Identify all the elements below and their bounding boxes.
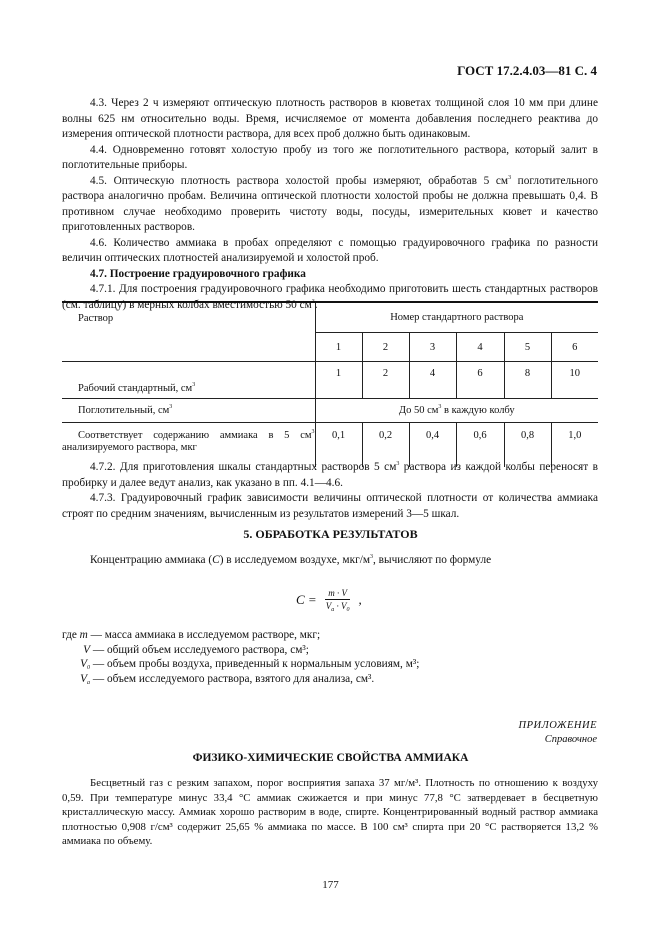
symbol-text: V	[80, 672, 87, 685]
symbol-text: V	[80, 658, 87, 670]
row-label	[62, 362, 315, 399]
appendix-label: ПРИЛОЖЕНИЕ	[518, 720, 597, 731]
variable-definition	[62, 643, 419, 658]
subscript: a	[87, 679, 90, 686]
table-cell: 0,1	[315, 423, 362, 468]
table-cell: 6	[456, 362, 504, 399]
header-standard-number: Номер стандартного раствора	[315, 302, 598, 333]
variable-symbol: m	[79, 629, 88, 641]
header-number: 4	[456, 333, 504, 362]
appendix-paragraph: Бесцветный газ с резким запахом, порог восприятия запаха 37 мг/м³. Плотность по отношению к воздуху 0,59. При температуре минус 33,4 °С аммиак сжижается и при минус 77,8 °С затвердевает в бесцветную кристаллическую массу. Аммиак хорошо растворим в воде, спирте. Концентрированный водный раствор аммиака плотностью 0,908 г/см³ содержит 25,65 % аммиака по массе. В 100 см³ спирта при 20 °С растворяется 13,2 % аммиака по объему.	[62, 777, 598, 847]
header-solution: Раствор	[62, 302, 315, 362]
paragraph-4-5-part-b: поглотительного раствора аналогично пробам. Величина оптической плотности холостой пробы не должна превышать 0,4. В противном случае необходимо проверить чистоту воды, посуды, измерительных кювет и качество приготовленных растворов.	[62, 174, 598, 233]
paragraph-4-7-3: 4.7.3. Градуировочный график зависимости величины оптической плотности от количества аммиака строят по средним значениям, вычисленным из результатов измерений 3—5 шкал.	[62, 492, 598, 520]
table-cell-merged	[315, 399, 598, 423]
table-cell: 2	[362, 362, 409, 399]
header-number: 3	[409, 333, 456, 362]
row-label	[62, 399, 315, 423]
standard-solutions-table	[62, 298, 598, 467]
table-cell: 4	[409, 362, 456, 399]
intro-symbol: C	[212, 554, 220, 566]
row-label-text: Соответствует содержанию аммиака в 5 см	[78, 430, 312, 441]
paragraph-4-5-part-a: 4.5. Оптическую плотность раствора холостой пробы измеряют, обработав 5 см	[90, 174, 509, 187]
table-cell: 0,2	[362, 423, 409, 468]
subscript: 0	[87, 665, 90, 671]
superscript: 3	[192, 382, 196, 388]
table-cell: 0,4	[409, 423, 456, 468]
table-cell: 1,0	[551, 423, 598, 468]
formula-fraction	[323, 588, 353, 611]
concentration-formula	[296, 588, 362, 611]
superscript: 3	[370, 554, 373, 560]
heading-4-7: 4.7. Построение градуировочного графика	[90, 267, 306, 280]
den-v0: · V	[334, 601, 347, 611]
paragraph-4-7-2-part-b: раствора из каждой колбы переносят в пробирку и далее ведут анализ, как указано в пп. 4.1—4.6.	[62, 461, 598, 489]
table-cell: 10	[551, 362, 598, 399]
merged-text-b: в каждую колбу	[441, 405, 515, 416]
appendix-body	[62, 776, 598, 849]
superscript: 3	[311, 429, 315, 435]
variable-description: — объем пробы воздуха, приведенный к нормальным условиям, м³;	[90, 658, 420, 670]
table-cell: 1	[315, 362, 362, 399]
section-5-title: 5. ОБРАБОТКА РЕЗУЛЬТАТОВ	[243, 527, 418, 541]
row-label-text-b: анализируемого раствора, мкг	[62, 442, 197, 453]
variable-description: — масса аммиака в исследуемом растворе, мкг;	[87, 629, 321, 641]
where-prefix: где	[62, 629, 80, 641]
variable-symbol	[62, 643, 90, 658]
den-va: V	[325, 601, 332, 611]
subscript: a	[331, 607, 335, 613]
variable-symbol	[62, 672, 90, 687]
table-cell: 0,8	[504, 423, 551, 468]
header-number: 1	[315, 333, 362, 362]
table-row	[62, 399, 598, 423]
variable-description: — объем исследуемого раствора, взятого для анализа, см³.	[90, 672, 375, 685]
formula-denominator	[323, 600, 353, 611]
paragraph-4-7-2-part-a: 4.7.2. Для приготовления шкалы стандартных растворов 5 см	[90, 461, 397, 473]
intro-part-b: ) в исследуемом воздухе, мкг/м	[219, 554, 370, 566]
intro-part-a: Концентрацию аммиака (	[90, 554, 213, 566]
superscript: 3	[311, 298, 315, 305]
paragraph-4-7-1-part-a: 4.7.1. Для построения градуировочного графика необходимо приготовить шесть стандартных растворов (см. таблицу) в мерных колбах вместимостью 50 см	[62, 283, 598, 311]
paragraph-4-7-1-part-b: .	[314, 298, 318, 311]
superscript: 3	[169, 404, 173, 410]
table-cell: 8	[504, 362, 551, 399]
table-header-row	[62, 302, 598, 333]
appendix-label-block	[519, 719, 598, 747]
body-text-section-4-7	[62, 460, 598, 522]
subscript: 0	[346, 607, 350, 613]
paragraph-4-6: 4.6. Количество аммиака в пробах определяют с помощью градуировочного графика по разности величин оптических плотностей анализируемой и холостой проб.	[62, 236, 598, 264]
page-number: 177	[322, 879, 339, 891]
intro-part-c: , вычисляют по формуле	[373, 554, 492, 566]
superscript: 3	[438, 404, 442, 410]
merged-text-a: До 50 см	[398, 405, 439, 416]
variable-definition	[62, 672, 419, 687]
formula-tail: ,	[358, 591, 362, 607]
paragraph-4-4: 4.4. Одновременно готовят холостую пробу из того же поглотительного раствора, который залит в поглотительные приборы.	[62, 143, 598, 171]
paragraph-4-3: 4.3. Через 2 ч измеряют оптическую плотность растворов в кюветах толщиной слоя 10 мм при длине волны 625 нм относительно воды. Время, исчисляемое от момента добавления последнего реактива до измерения оптической плотности раствора, для всех проб должно быть одинаковым.	[62, 97, 598, 140]
formula-lhs: C =	[296, 591, 317, 607]
appendix-title: ФИЗИКО-ХИМИЧЕСКИЕ СВОЙСТВА АММИАКА	[192, 752, 469, 764]
superscript: 3	[396, 461, 400, 467]
paragraph-4-5	[62, 174, 598, 236]
header-number: 6	[572, 341, 578, 353]
row-label-text: Поглотительный, см	[78, 405, 170, 416]
formula-variable-definitions	[62, 628, 419, 686]
symbol-text: V	[83, 643, 90, 656]
formula-numerator: m · V	[325, 588, 350, 600]
appendix-type: Справочное	[544, 734, 597, 745]
variable-description: — общий объем исследуемого раствора, см³;	[90, 643, 309, 656]
section-5-intro	[62, 553, 598, 569]
table-row	[62, 362, 598, 399]
variable-symbol	[62, 657, 90, 672]
header-number: 2	[362, 333, 409, 362]
page-header-doc-id: ГОСТ 17.2.4.03—81 С. 4	[457, 63, 597, 78]
table-cell: 0,6	[456, 423, 504, 468]
paragraph-4-7-2	[62, 460, 598, 491]
variable-definition	[62, 657, 419, 672]
body-text-section-4	[62, 96, 598, 313]
superscript: 3	[508, 174, 512, 181]
row-label-text: Рабочий стандартный, см	[78, 383, 193, 394]
formula-intro	[62, 553, 598, 569]
variable-definition	[62, 628, 419, 643]
header-number: 5	[504, 333, 551, 362]
